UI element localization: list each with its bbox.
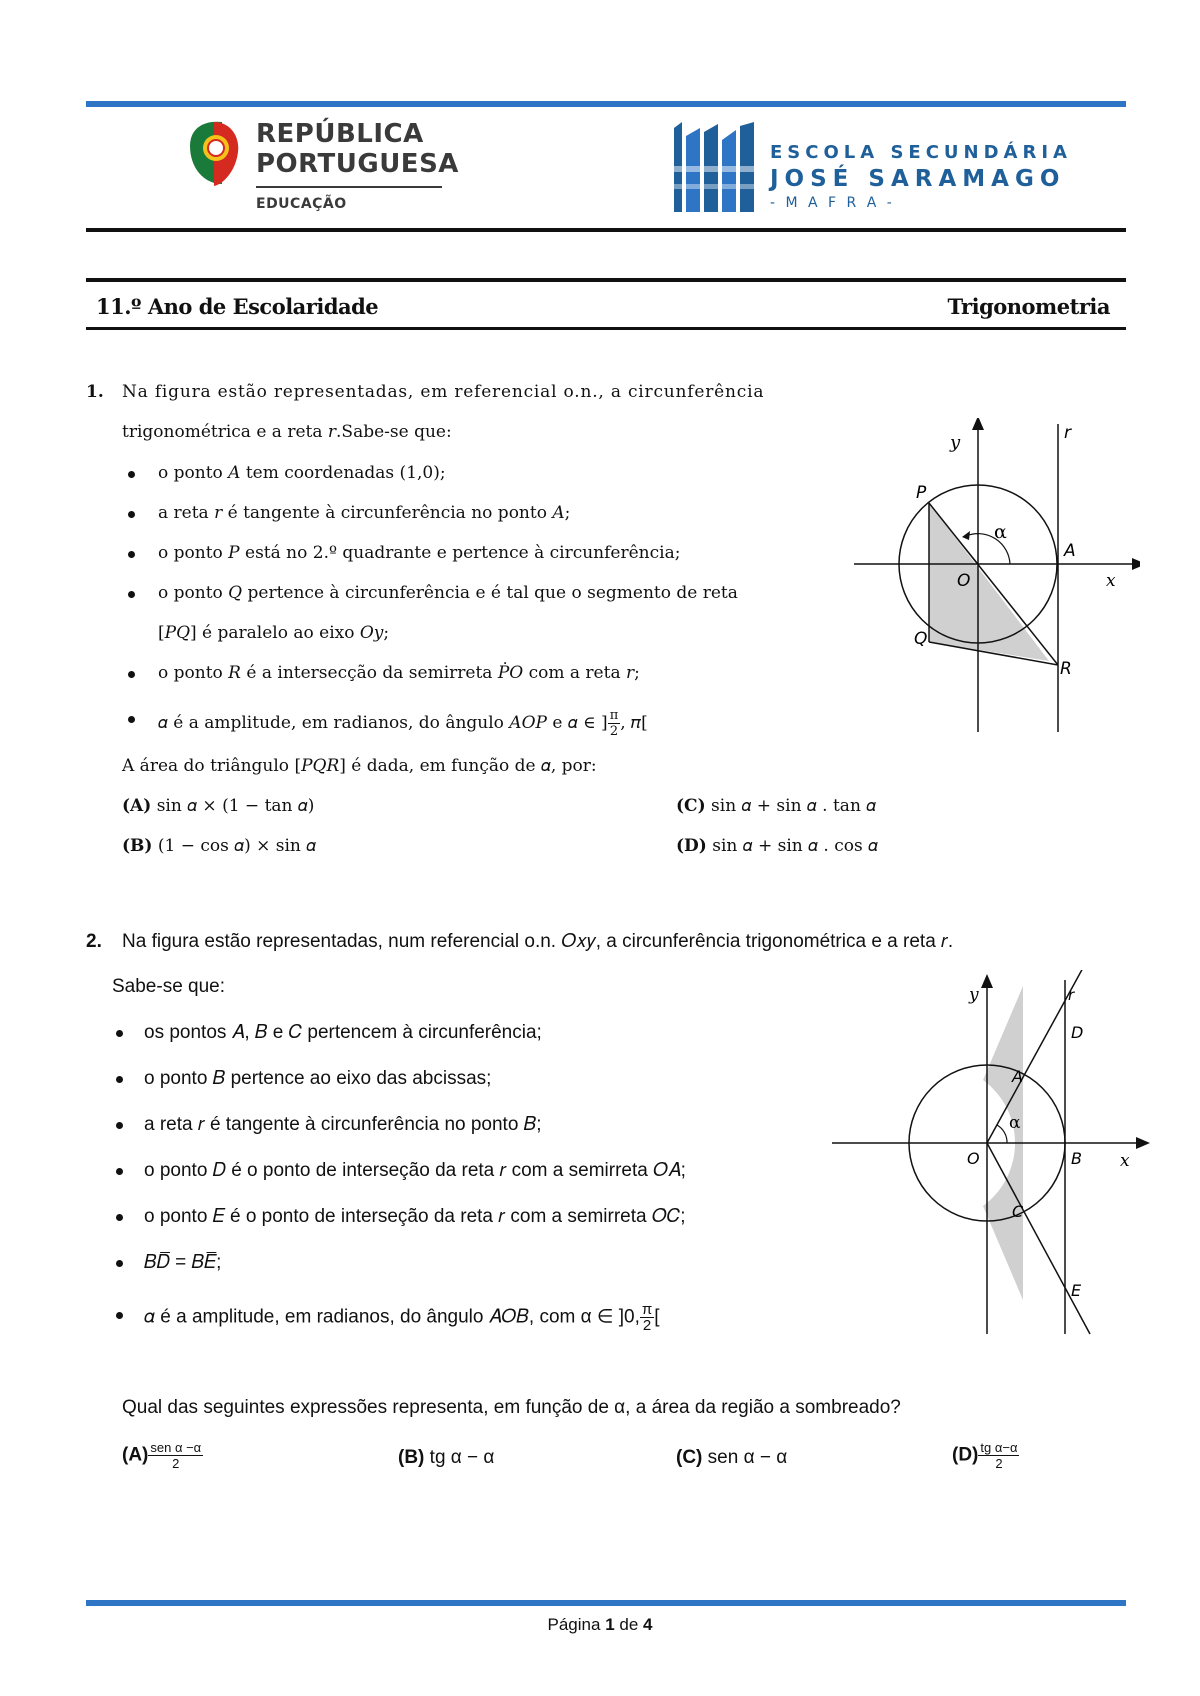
label-A: A [1064,541,1076,561]
label-x: x [1120,1151,1130,1171]
header-black-rule [86,228,1126,232]
label-O: O [967,1149,980,1168]
q1-question: A área do triângulo [𝑃𝑄𝑅] é dada, em função de 𝛼, por: [122,756,597,776]
label-r: r [1064,423,1071,443]
bullet-dot [128,551,135,558]
q2-intro-line1: Na figura estão representadas, num referencial o.n. 𝑂𝑥𝑦, a circunferência trigonométrica e a reta 𝑟. [122,931,954,952]
label-y: y [950,432,961,453]
list-item-continuation: [𝑃𝑄] é paralelo ao eixo 𝑂𝑦; [158,623,390,643]
list-item: a reta 𝑟 é tangente à circunferência no ponto 𝐴; [158,503,571,523]
q2-intro-line2: Sabe-se que: [112,976,226,997]
bullet-dot [116,1168,123,1175]
list-item: 𝐵𝐷̅̅̅̅ = 𝐵𝐸̅̅̅̅; [144,1252,222,1273]
page-indicator: Página 1 de 4 [547,1615,653,1634]
republica-emblem-icon [186,118,242,190]
label-A: A [1012,1067,1023,1086]
label-E: E [1071,1281,1082,1300]
republica-line1: REPÚBLICA [256,119,424,149]
q2-option-d[interactable]: (D) $\frac{\text{tg α−α}}{2}$ [952,1440,1018,1471]
label-alpha: α [994,521,1007,543]
label-O: O [957,571,971,591]
bullet-dot [128,671,135,678]
q1-figure [850,418,1140,738]
bullet-dot [128,591,135,598]
label-r: r [1068,986,1075,1004]
list-item: o ponto 𝑄 pertence à circunferência e é tal que o segmento de reta [158,583,738,603]
title-top-rule [86,278,1126,282]
label-alpha: α [1009,1113,1021,1133]
label-R: R [1060,659,1072,679]
q1-option-c[interactable]: (C) sin 𝛼 + sin 𝛼 . tan 𝛼 [676,796,877,816]
school-line1: ESCOLA SECUNDÁRIA [770,142,1072,163]
list-item-alpha-range: 𝛼 é a amplitude, em radianos, do ângulo 𝐴𝑂𝐵, com α ∈ ]0, $\frac{\pi}{2}$ [ [144,1301,660,1334]
q1-option-b[interactable]: (B) (1 − cos 𝛼) × sin 𝛼 [122,836,317,856]
educacao-label: EDUCAÇÃO [256,196,347,212]
q1-intro-line1: Na figura estão representadas, em referencial o.n., a circunferência [122,382,765,402]
q1-intro-line2: trigonométrica e a reta 𝑟.Sabe-se que: [122,422,452,442]
title-bottom-rule [86,327,1126,330]
bullet-dot [116,1122,123,1129]
bullet-dot [116,1312,123,1319]
label-C: C [1012,1202,1024,1221]
q2-option-c[interactable]: (C) sen α − α [676,1447,788,1468]
republica-underline [256,186,442,188]
q2-figure [830,970,1150,1340]
list-item: os pontos 𝐴, 𝐵 e 𝐶 pertencem à circunferência; [144,1022,542,1043]
bullet-dot [128,511,135,518]
bullet-dot [116,1214,123,1221]
bullet-dot [128,471,135,478]
republica-line2: PORTUGUESA [256,149,459,179]
label-D: D [1071,1023,1084,1042]
bullet-dot [116,1076,123,1083]
footer-blue-rule [86,1600,1126,1606]
list-item: o ponto 𝐴 tem coordenadas (1,0); [158,463,446,483]
page-number: 1 [605,1615,615,1634]
list-item: o ponto 𝐸 é o ponto de interseção da reta 𝑟 com a semirreta 𝑂̇𝐶; [144,1206,686,1227]
bullet-dot [128,716,135,723]
list-item: o ponto 𝑅 é a intersecção da semirreta 𝑃̇𝑂 com a reta 𝑟; [158,663,640,683]
topic-title: Trigonometria [947,294,1110,319]
label-B: B [1071,1149,1082,1168]
list-item: a reta 𝑟 é tangente à circunferência no ponto 𝐵; [144,1114,542,1135]
school-line3: - M A F R A - [770,195,895,211]
q2-option-a[interactable]: (A) $\frac{\text{sen α −α}}{2}$ [122,1440,202,1471]
q2-option-b[interactable]: (B) tg α − α [398,1447,495,1468]
grade-title: 11.º Ano de Escolaridade [96,294,379,319]
q2-number: 2. [86,931,102,952]
republica-title [256,119,459,179]
label-P: P [916,483,927,503]
bullet-dot [116,1260,123,1267]
q1-option-d[interactable]: (D) sin 𝛼 + sin 𝛼 . cos 𝛼 [676,836,878,856]
q1-number: 1. [86,382,104,402]
label-Q: Q [914,629,928,649]
school-logo-icon [670,122,756,212]
q2-question: Qual das seguintes expressões representa, em função de α, a área da região a sombreado? [122,1397,901,1418]
label-x: x [1106,571,1116,591]
list-item: o ponto 𝐵 pertence ao eixo das abcissas; [144,1068,492,1089]
list-item: o ponto 𝑃 está no 2.º quadrante e pertence à circunferência; [158,543,681,563]
bullet-dot [116,1030,123,1037]
list-item: o ponto 𝐷 é o ponto de interseção da reta 𝑟 com a semirreta 𝑂̇𝐴; [144,1160,686,1181]
top-blue-rule [86,101,1126,107]
school-line2: JOSÉ SARAMAGO [770,166,1066,192]
page-total: 4 [643,1615,653,1634]
q1-option-a[interactable]: (A) sin 𝛼 × (1 − tan 𝛼) [122,796,315,816]
label-y: y [969,985,979,1005]
list-item-alpha-range: 𝛼 é a amplitude, em radianos, do ângulo 𝐴𝑂𝑃 e 𝛼 ∈ ] $\frac{\pi}{2}$ , 𝜋[ [158,708,648,739]
